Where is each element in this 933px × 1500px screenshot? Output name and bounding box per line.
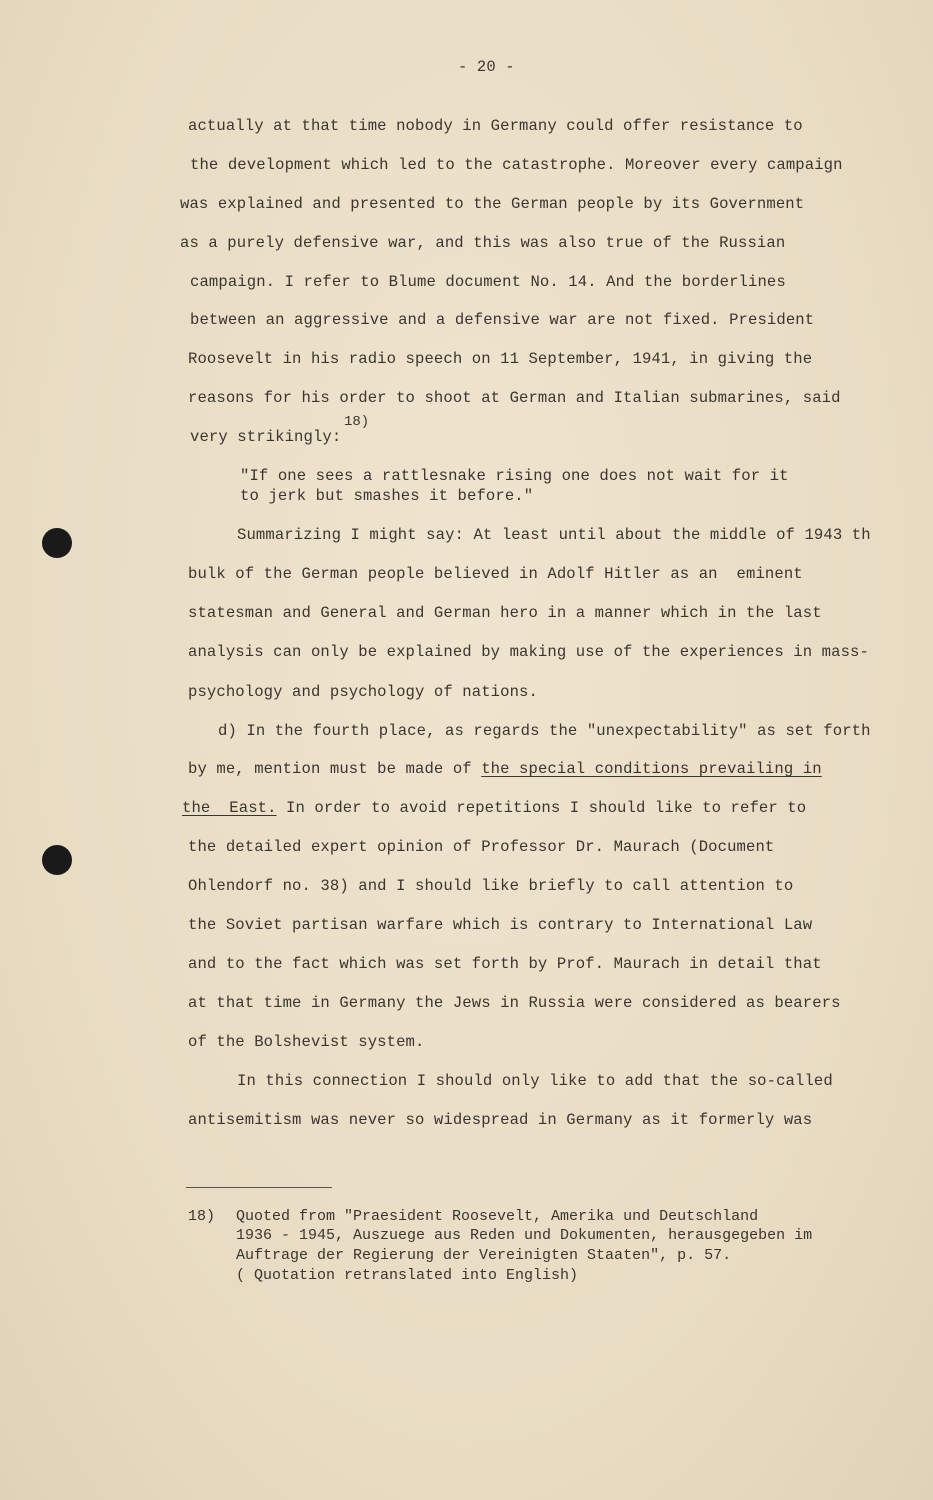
body-line: bulk of the German people believed in Adolf Hitler as an eminent xyxy=(188,565,803,583)
body-line: the Soviet partisan warfare which is contrary to International Law xyxy=(188,916,813,934)
footnote-reference: 18) xyxy=(344,414,370,430)
body-line: psychology and psychology of nations. xyxy=(188,683,538,701)
body-line: actually at that time nobody in Germany could offer resistance to xyxy=(188,117,803,135)
punch-hole xyxy=(42,845,72,875)
body-line: Roosevelt in his radio speech on 11 September, 1941, in giving the xyxy=(188,350,813,368)
body-line: at that time in Germany the Jews in Russia were considered as bearers xyxy=(188,994,841,1012)
body-line: the development which led to the catastrophe. Moreover every campaign xyxy=(190,156,843,174)
body-line: antisemitism was never so widespread in Germany as it formerly was xyxy=(188,1111,813,1129)
body-line: very strikingly: xyxy=(190,428,342,446)
body-line: In this connection I should only like to add that the so-called xyxy=(237,1072,833,1090)
body-line: analysis can only be explained by making use of the experiences in mass- xyxy=(188,643,869,661)
body-line xyxy=(182,799,806,817)
body-line: of the Bolshevist system. xyxy=(188,1033,425,1051)
footnote-number: 18) xyxy=(188,1208,216,1225)
body-line: as a purely defensive war, and this was also true of the Russian xyxy=(180,234,786,252)
quote-line: "If one sees a rattlesnake rising one does not wait for it xyxy=(240,467,789,485)
page-number: - 20 - xyxy=(458,58,515,76)
body-line: Ohlendorf no. 38) and I should like briefly to call attention to xyxy=(188,877,794,895)
footnote-line: ( Quotation retranslated into English) xyxy=(236,1267,579,1284)
footnote-line: Auftrage der Regierung der Vereinigten Staaten", p. 57. xyxy=(236,1247,732,1264)
footnote-divider xyxy=(186,1187,332,1188)
body-line: was explained and presented to the German people by its Government xyxy=(180,195,805,213)
quote-line: to jerk but smashes it before." xyxy=(240,487,534,505)
underlined-text: the special conditions prevailing in xyxy=(481,760,822,778)
text: by me, mention must be made of xyxy=(188,760,482,778)
punch-hole xyxy=(42,528,72,558)
body-line: and to the fact which was set forth by Prof. Maurach in detail that xyxy=(188,955,822,973)
body-line: statesman and General and German hero in a manner which in the last xyxy=(188,604,822,622)
body-line: campaign. I refer to Blume document No. 14. And the borderlines xyxy=(190,273,786,291)
footnote-line: Quoted from "Praesident Roosevelt, Amerika und Deutschland xyxy=(236,1208,759,1225)
body-line: reasons for his order to shoot at German and Italian submarines, said xyxy=(188,389,841,407)
underlined-text: the East. xyxy=(182,799,277,817)
body-line: the detailed expert opinion of Professor Dr. Maurach (Document xyxy=(188,838,775,856)
footnote-line: 1936 - 1945, Auszuege aus Reden und Dokumenten, herausgegeben im xyxy=(236,1227,813,1244)
body-line: Summarizing I might say: At least until about the middle of 1943 th xyxy=(237,526,871,544)
body-line: d) In the fourth place, as regards the "unexpectability" as set forth xyxy=(218,722,871,740)
text: In order to avoid repetitions I should like to refer to xyxy=(276,799,807,817)
body-line xyxy=(188,760,822,778)
body-line: between an aggressive and a defensive war are not fixed. President xyxy=(190,311,815,329)
